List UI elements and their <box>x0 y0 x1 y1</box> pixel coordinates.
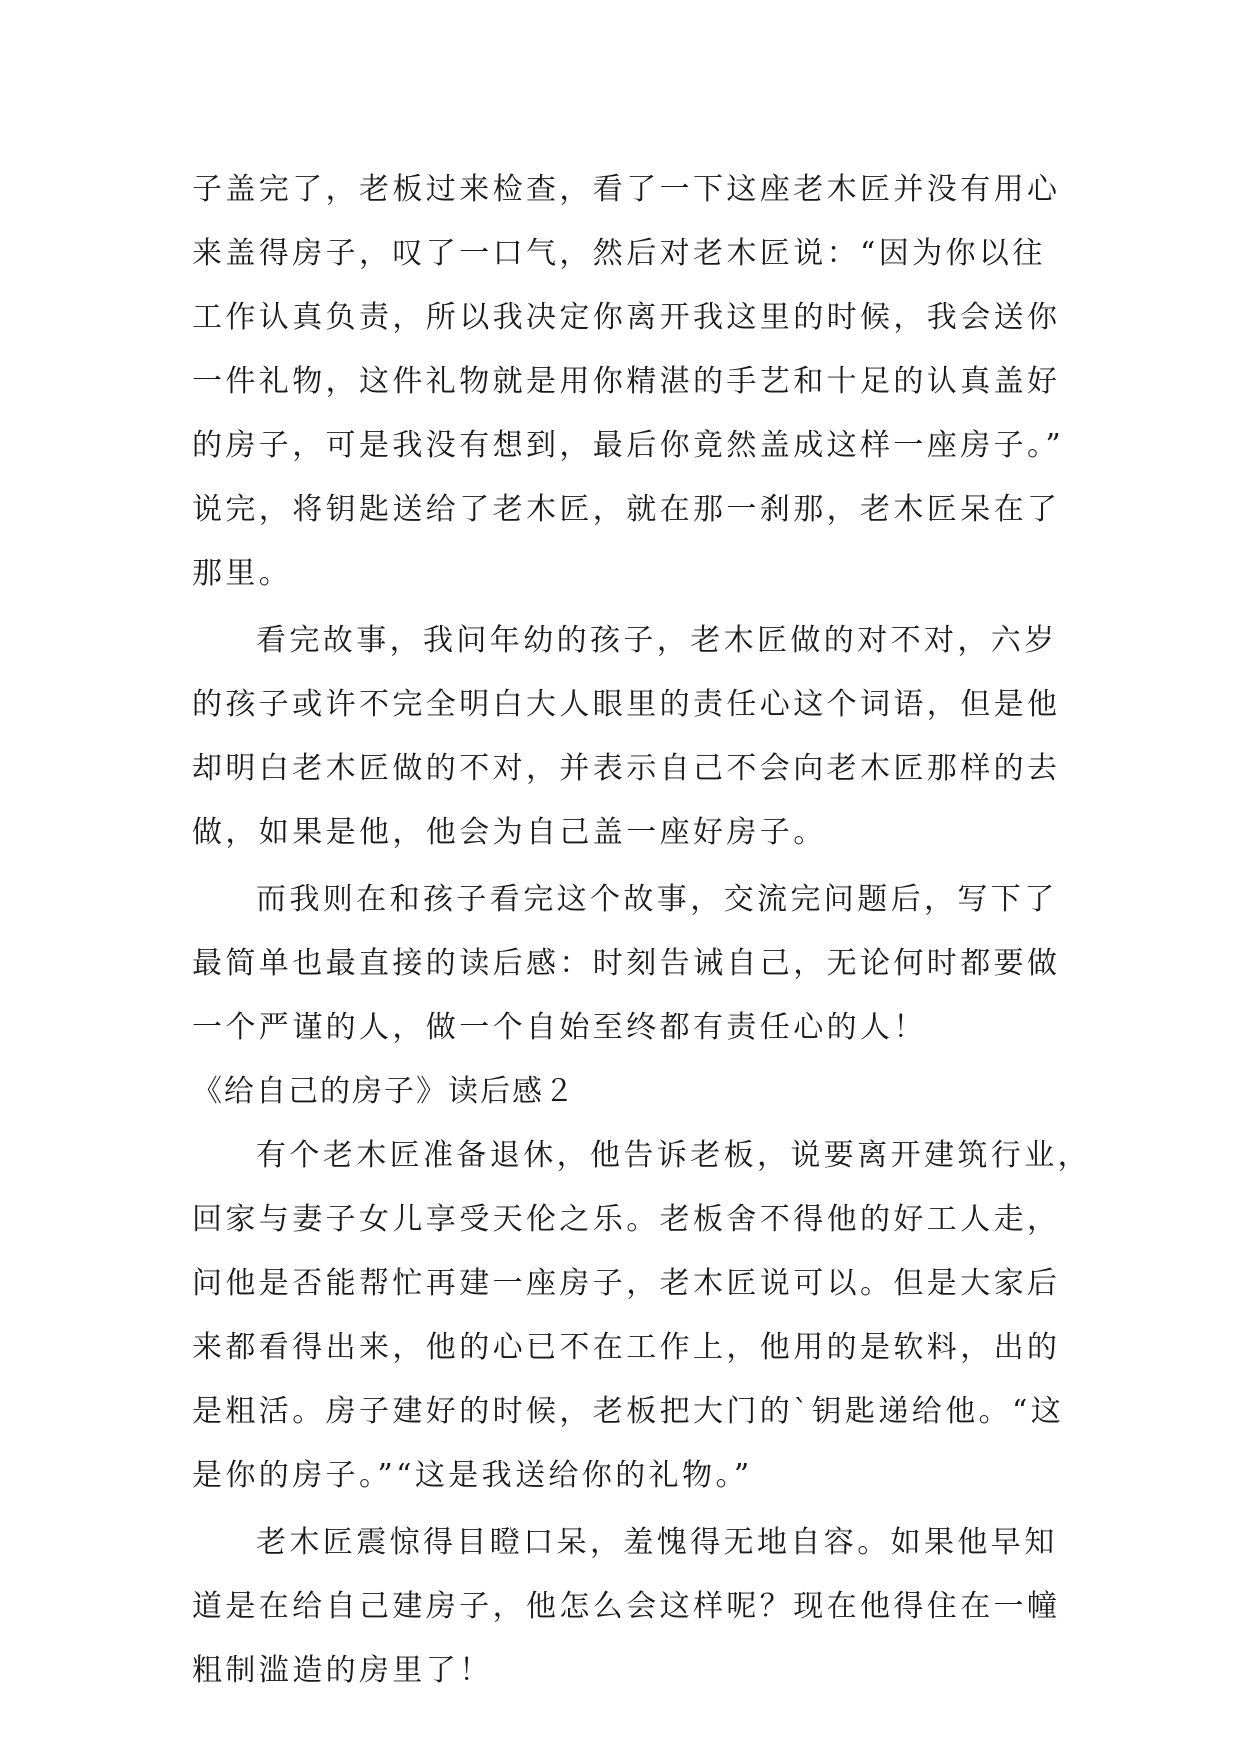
text-line: 来都看得出来，他的心已不在工作上，他用的是软料，出的 <box>192 1330 1061 1365</box>
text-line: 老木匠震惊得目瞪口呆，羞愧得无地自容。如果他早知 <box>256 1525 1058 1560</box>
text-line: 最简单也最直接的读后感：时刻告诫自己，无论何时都要做 <box>192 946 1061 981</box>
paragraph <box>192 1124 1091 1508</box>
paragraph <box>192 868 1061 1060</box>
text-line: 一件礼物，这件礼物就是用你精湛的手艺和十足的认真盖好 <box>192 364 1061 399</box>
text-line: 却明白老木匠做的不对，并表示自己不会向老木匠那样的去 <box>192 751 1061 786</box>
text-line: 子盖完了，老板过来检查，看了一下这座老木匠并没有用心 <box>192 172 1061 207</box>
text-line: 而我则在和孩子看完这个故事，交流完问题后，写下了 <box>256 882 1058 917</box>
text-line: 的孩子或许不完全明白大人眼里的责任心这个词语，但是他 <box>192 687 1061 722</box>
text-line: 是你的房子。”“这是我送给你的礼物。” <box>192 1458 753 1493</box>
paragraph <box>192 1511 1061 1703</box>
text-line: 是粗活。房子建好的时候，老板把大门的`钥匙递给他。“这 <box>192 1394 1065 1429</box>
text-line: 做，如果是他，他会为自己盖一座好房子。 <box>192 815 827 850</box>
document-body <box>192 158 1091 1703</box>
text-line: 的房子，可是我没有想到，最后你竟然盖成这样一座房子。” <box>192 428 1065 463</box>
text-line: 那里。 <box>192 556 293 591</box>
text-line: 问他是否能帮忙再建一座房子，老木匠说可以。但是大家后 <box>192 1266 1061 1301</box>
text-line: 回家与妻子女儿享受天伦之乐。老板舍不得他的好工人走， <box>192 1202 1061 1237</box>
text-line: 有个老木匠准备退休，他告诉老板，说要离开建筑行业， <box>256 1138 1091 1173</box>
text-line: 看完故事，我问年幼的孩子，老木匠做的对不对，六岁 <box>256 623 1058 658</box>
text-line: 道是在给自己建房子，他怎么会这样呢？现在他得住在一幢 <box>192 1589 1061 1624</box>
text-line: 来盖得房子，叹了一口气，然后对老木匠说：“因为你以往 <box>192 236 1046 271</box>
text-line: 一个严谨的人，做一个自始至终都有责任心的人！ <box>192 1010 927 1045</box>
text-line: 说完，将钥匙送给了老木匠，就在那一刹那，老木匠呆在了 <box>192 492 1061 527</box>
paragraph <box>192 158 1065 606</box>
text-line: 工作认真负责，所以我决定你离开我这里的时候，我会送你 <box>192 300 1061 335</box>
text-line: 粗制滥造的房里了！ <box>192 1653 493 1688</box>
paragraph <box>192 609 1061 865</box>
section-title: 《给自己的房子》读后感２ <box>192 1074 576 1109</box>
